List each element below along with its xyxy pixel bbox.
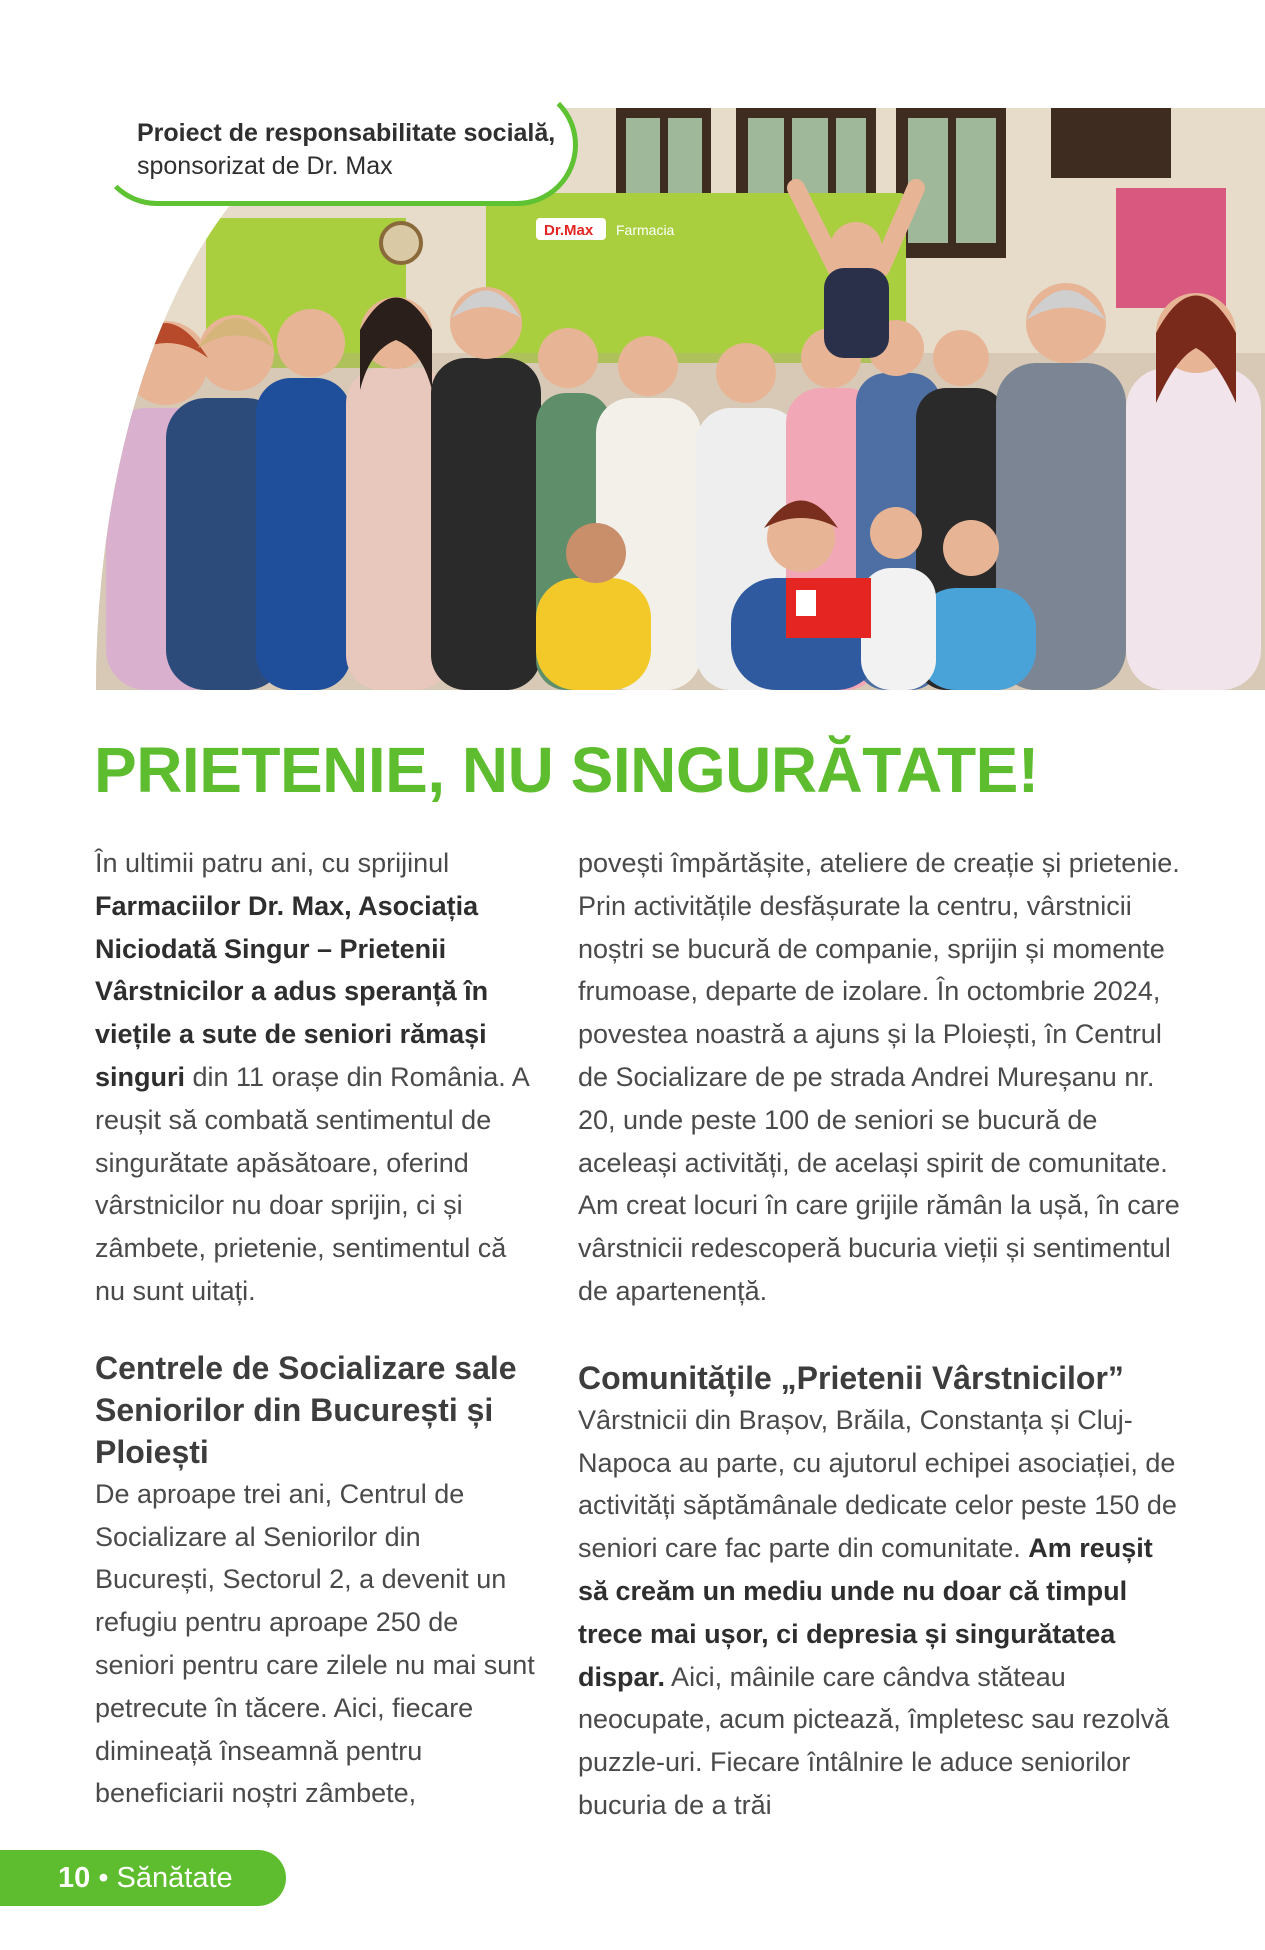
communities-text-c: Aici, mâinile care cândva stăteau neocupate, acum pictează, împletesc sau rezolvă puzzle-uri. Fiecare întâlnire le aduce seniorilor bucuria de a trăi — [578, 1661, 1170, 1820]
intro-text-a: În ultimii patru ani, cu sprijinul — [95, 848, 450, 878]
article-title: PRIETENIE, NU SINGURĂTATE! — [94, 734, 1039, 806]
communities-text-bold: Am reușit să creăm un mediu unde nu doar că timpul trece mai ușor, ci depresia și singurătatea dispar. — [578, 1533, 1153, 1692]
banner-brand: Dr.Max — [544, 222, 594, 239]
section-heading-communities: Comunitățile „Prietenii Vârstnicilor” — [578, 1359, 1124, 1396]
callout-bold: Proiect de responsabilitate socială, — [137, 119, 556, 147]
callout-rest: sponsorizat de Dr. Max — [137, 152, 393, 180]
intro-text-c: din 11 orașe din România. A reușit să combată sentimentul de singurătate apăsătoare, oferind vârstnicilor nu doar sprijin, ci și zâmbete, prietenie, sentimentul că nu sunt uitați. — [95, 1061, 529, 1306]
right-column — [578, 842, 1190, 1827]
intro-paragraph — [95, 842, 535, 1313]
centers-paragraph: De aproape trei ani, Centrul de Socializare al Seniorilor din București, Sectorul 2, a devenit un refugiu pentru aproape 250 de seniori pentru care zilele nu mai sunt petrecute în tăcere. Aici, fiecare dimineață înseamnă pentru beneficiarii noștri zâmbete, — [95, 1478, 535, 1809]
page-footer — [0, 1850, 286, 1906]
page-number: 10 — [58, 1862, 91, 1894]
section-heading-centers: Centrele de Socializare sale Seniorilor din București și Ploiești — [95, 1349, 517, 1470]
banner-sub: Farmacia — [616, 222, 675, 238]
left-column — [95, 842, 535, 1815]
intro-text-bold: Farmaciilor Dr. Max, Asociația Niciodată Singur – Prietenii Vârstnicilor a adus speranță în viețile a sute de seniori rămași singuri — [95, 890, 489, 1092]
sponsor-callout — [96, 84, 578, 206]
communities-text-a: Vârstnicii din Brașov, Brăila, Constanța și Cluj-Napoca au parte, cu ajutorul echipei asociației, de activități săptămânale dedicate celor peste 150 de seniori care fac parte din comunitate. — [578, 1404, 1177, 1564]
continued-paragraph: povești împărtășite, ateliere de creație și prietenie. Prin activitățile desfășurate la centru, vârstnicii noștri se bucură de companie, sprijin și momente frumoase, departe de izolare. În octombrie 2024, povestea noastră a ajuns și la Ploiești, în Centrul de Socializare de pe strada Andrei Mureșanu nr. 20, unde peste 100 de seniori se bucură de aceleași activități, de același spirit de comunitate. Am creat locuri în care grijile rămân la ușă, în care vârstnicii redescoperă bucuria vieții și sentimentul de apartenență. — [578, 848, 1180, 1306]
footer-separator: • — [90, 1862, 117, 1894]
communities-paragraph — [578, 1399, 1190, 1827]
section-name: Sănătate — [116, 1862, 233, 1894]
